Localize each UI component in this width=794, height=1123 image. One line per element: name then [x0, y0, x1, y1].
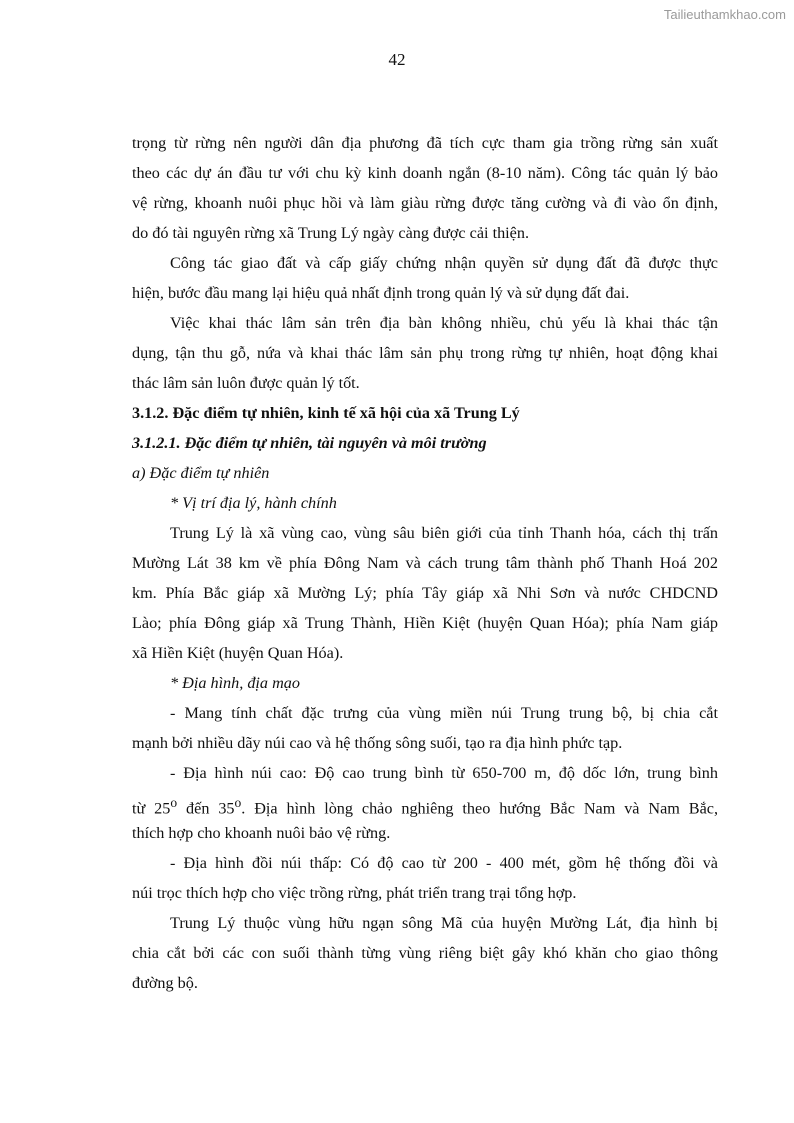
document-body — [132, 128, 718, 998]
paragraph-line: Trung Lý thuộc vùng hữu ngạn sông Mã của huyện Mường Lát, địa hình bị — [170, 914, 718, 932]
paragraph-line: Việc khai thác lâm sản trên địa bàn không nhiều, chủ yếu là khai thác tận — [170, 314, 718, 332]
item-heading: * Vị trí địa lý, hành chính — [170, 494, 337, 512]
paragraph-line: chia cắt bởi các con suối thành từng vùng riêng biệt gây khó khăn cho giao thông — [132, 944, 718, 962]
paragraph-line: - Mang tính chất đặc trưng của vùng miền núi Trung trung bộ, bị chia cắt — [170, 704, 718, 722]
paragraph-line: thác lâm sản luôn được quản lý tốt. — [132, 374, 360, 392]
subsection-heading: 3.1.2.1. Đặc điểm tự nhiên, tài nguyên và môi trường — [132, 434, 487, 452]
degree-superscript: o — [234, 795, 242, 810]
item-heading: a) Đặc điểm tự nhiên — [132, 464, 270, 482]
paragraph-line: Công tác giao đất và cấp giấy chứng nhận quyền sử dụng đất đã được thực — [170, 254, 718, 272]
paragraph-line: - Địa hình núi cao: Độ cao trung bình từ 650-700 m, độ dốc lớn, trung bình — [170, 764, 718, 782]
text-run: đến 35 — [177, 799, 235, 818]
text-run: . Địa hình lòng chảo nghiêng theo hướng Bắc Nam và Nam Bắc, — [241, 799, 718, 818]
paragraph-line: km. Phía Bắc giáp xã Mường Lý; phía Tây giáp xã Nhi Sơn và nước CHDCND — [132, 584, 718, 602]
page-number: 42 — [388, 50, 406, 69]
watermark-text: Tailieuthamkhao.com — [663, 7, 786, 22]
paragraph-line: thích hợp cho khoanh nuôi bảo vệ rừng. — [132, 824, 391, 842]
paragraph-line: vệ rừng, khoanh nuôi phục hồi và làm giàu rừng được tăng cường và đi vào ổn định, — [132, 194, 718, 212]
paragraph-line: xã Hiền Kiệt (huyện Quan Hóa). — [132, 644, 344, 662]
paragraph-line: hiện, bước đầu mang lại hiệu quả nhất định trong quản lý và sử dụng đất đai. — [132, 284, 630, 302]
paragraph-line: Lào; phía Đông giáp xã Trung Thành, Hiền Kiệt (huyện Quan Hóa); phía Nam giáp — [132, 614, 718, 632]
section-heading: 3.1.2. Đặc điểm tự nhiên, kinh tế xã hội của xã Trung Lý — [132, 404, 520, 422]
paragraph-line: dụng, tận thu gỗ, nứa và khai thác lâm sản phụ trong rừng tự nhiên, hoạt động khai — [132, 344, 718, 362]
paragraph-line: mạnh bởi nhiều dãy núi cao và hệ thống sông suối, tạo ra địa hình phức tạp. — [132, 734, 623, 752]
paragraph-line — [132, 788, 718, 818]
paragraph-line: đường bộ. — [132, 974, 198, 992]
item-heading: * Địa hình, địa mạo — [170, 674, 300, 692]
paragraph-line: núi trọc thích hợp cho việc trồng rừng, phát triển trang trại tổng hợp. — [132, 884, 577, 902]
paragraph-line: theo các dự án đầu tư với chu kỳ kinh doanh ngắn (8-10 năm). Công tác quản lý bảo — [132, 164, 718, 182]
degree-superscript: o — [170, 795, 178, 810]
paragraph-line: Trung Lý là xã vùng cao, vùng sâu biên giới của tỉnh Thanh hóa, cách thị trấn — [170, 524, 718, 542]
text-run: từ 25 — [132, 799, 171, 818]
paragraph-line: - Địa hình đồi núi thấp: Có độ cao từ 200 - 400 mét, gồm hệ thống đồi và — [170, 854, 718, 872]
paragraph-line: do đó tài nguyên rừng xã Trung Lý ngày càng được cải thiện. — [132, 224, 529, 242]
paragraph-line: trọng từ rừng nên người dân địa phương đã tích cực tham gia trồng rừng sản xuất — [132, 134, 718, 152]
paragraph-line: Mường Lát 38 km về phía Đông Nam và cách trung tâm thành phố Thanh Hoá 202 — [132, 554, 718, 572]
